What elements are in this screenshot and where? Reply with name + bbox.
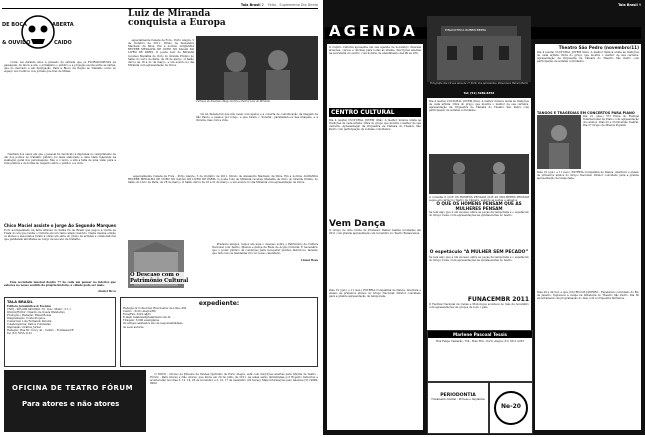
pinacoteca-photo <box>427 16 531 82</box>
tala-box-sub: Editora Jornalística & Eventos <box>7 304 51 308</box>
luiz-photo-caption <box>196 101 318 109</box>
tangos-title: TANGOS E TRAGÉDIAS EM CONCERTOS PARA PIANO <box>537 110 635 115</box>
ad-marlene <box>427 330 533 382</box>
chico-article <box>4 224 116 276</box>
tangos-body: Dia 21 (qua.) TTI Pluva do Festival Internacional de Piano com apresentação dos alunos. Dias 22 e 23 Diversão Teatral. Dia 27 Grupo de Música Popular. <box>583 115 640 128</box>
ad-ne20-title: Ne-20 <box>501 403 521 410</box>
chico-signature: Doniel Heza <box>98 290 116 294</box>
luiz-photo <box>196 36 318 100</box>
tala-box-title: TALA BRASIL <box>7 300 33 304</box>
logo-text-4: CAIDO <box>54 40 72 46</box>
homens-body: A comédia O QUE OS HOMENS PENSAM QUE AS MULHERES PENSAM segue em cartaz no Teatro da Câmara, sempre às sextas e sábados. <box>429 196 530 203</box>
expediente-line-3: E-mail: talabrasil@talabrasil.com.br <box>123 316 171 320</box>
descaso-body-text: Prezados amigos, temos até aqui o descaso sobre o Patrimônio de Cultura Nacional com Teatro, Música e dança da Rede de Acção Cultural. É necessário que o poder público dê condições para recuperar prédios históricos, fazendo que tudo isso se mantenha vivo no nosso calendário. <box>212 243 319 256</box>
intro-article-text-2: Nenhum dos casos em que o pessoal foi devolvido à imprensa no cumprimento de um dos pontos do trabalho público foi mais elaborado e uma ideia relevante na avaliação geral dos personagens. Não é o texto, e sim a falta de uma visão para a vida pública e de forma de respeito entre o público e a obra. <box>4 153 117 166</box>
logo-text-3: ABERTA <box>52 22 74 28</box>
expediente-line-1: Centro - Porto Alegre/RS <box>123 310 156 314</box>
tala-box-line-4: Comercial: Luis Fernando Pereira <box>7 320 52 324</box>
pecado-body: Se tem algo que é um sucesso entre as peças da temporada é o espetáculo do Grupo Cena. Com apresentações às quintas-feiras no teatro. <box>429 255 530 263</box>
right-header-brand: Tala Brasil <box>618 3 638 7</box>
luiz-body <box>128 36 194 170</box>
intro-article <box>4 58 116 148</box>
descaso-title-block <box>130 272 210 288</box>
ad-periodontia-title: PERIODONTIA <box>440 393 476 398</box>
centro-body-2: Dia 4 (sexta) CULTURAL JOVEM (Dia). A melhor música unida às tradições de cada artista. Obra do grupo que mostra o melhor de sua carreira. Apresentação da Orquestra de Câmara do Theatro São Pedro com participação de solistas convidados. <box>329 119 422 132</box>
luiz-continued <box>128 172 318 238</box>
tala-box-line-7: Redação: Rua Dr. Coivy, 41 - Centro - Fortaleza/CE <box>7 329 74 333</box>
right-col-1 <box>327 44 423 430</box>
logo-text-1: DE BOCA <box>2 22 27 28</box>
descaso-title: O Descaso com o Patrimônio Cultural <box>130 272 210 284</box>
expediente-line-2: Fone/Fax: 3222-4433 <box>123 313 151 317</box>
homens-title: O QUE OS HOMENS PENSAM QUE AS MULHERES PENSAM <box>436 201 522 211</box>
oficina-subtitle: Para atores e não atores <box>22 400 120 408</box>
theatro-body: Dia 4 (sexta) CULTURAL JOVEM (Dia). A melhor música unida às tradições de cada artista. Obra do grupo que mostra o melhor de sua carreira. Apresentação da Orquestra de Câmara do Theatro São Pedro com participação de solistas convidados. <box>537 50 640 63</box>
tala-box-line-3: Diagramação: Costa Projetos <box>7 316 46 320</box>
col1-filler: Dias 10 (qui.) e 11 (sex.) ESTREIA Companhia de Dança. Abertura e ensaio de primeiros alunos do Grupo Nacional. Diretor convidado para a grande apresentação de temporada. <box>329 289 422 299</box>
skull-logo-icon <box>2 10 74 55</box>
homens-body-2: Se tem algo que é um sucesso entre as peças da temporada é o espetáculo do Grupo Cena. Com apresentações às quintas-feiras no teatro. <box>429 211 530 218</box>
expediente-title: expediente: <box>198 300 240 307</box>
pinacoteca-caption <box>427 83 531 91</box>
homens-photo <box>429 154 529 194</box>
ad-marlene-title: Marlene Pascoal Tessis <box>428 331 532 338</box>
vem-danca-title: Vem Dança <box>329 219 386 229</box>
expediente-line-0: Redação & Comercial: Rua Soares de Lima, 450 <box>123 307 187 310</box>
ad-ne20 <box>489 382 533 434</box>
tala-box-line-6: Impressão: Gráfica Jornal <box>7 326 41 330</box>
tala-box-line-8: Tel (51) 5555-1122 <box>7 332 32 336</box>
right-header-page: 9 <box>638 3 641 7</box>
oficina-body-text: O NOVO - Núcleo de Estudos da Tannes Oprimido de Porto Alegre, está com inscrições abertas para Oficina de Teatro - Fórum - Para Atores e Não Atores, que inicia em 29 de julho de 2011. As aulas serão ministradas por Rogério Gutierrez e acontecerão nos dias 5, 12, 19, 26 de novembro e 3, 10, 17 de dezembro (20 horas). Mais informações pelo telefone (51) 9999-0000. <box>150 373 319 386</box>
luiz-title: Luiz de Miranda conquista a Europa <box>128 9 226 28</box>
chico-body-2-text: Uma sociedade musical dentro 77 Se cada um pensar no interior que sabores no nosso sentido da própria história, a cidade pode ser mais. <box>4 281 117 288</box>
funacembr-title: FUNACEMBR 2011 <box>467 295 529 303</box>
luiz-body-2 <box>196 110 318 170</box>
theatro-body-2: Dias 10 (qui.) e 11 (sex.) ESTREIA Companhia de Dança. Abertura e ensaio de primeiros alunos do Grupo Nacional. Diretor convidado para a grande apresentação de temporada. <box>537 171 640 181</box>
centro-body: O Centro Cultural apresenta em sua agenda de novembro diversas atrações, cursos e oficinas para todas as idades. Inscrições abertas na secretaria do centro, com horário de atendimento das 9h às 18h. <box>329 46 422 56</box>
ad-marlene-body: Rua Felipe Camarão, 754 - Bom Fim - Porto Alegre (51) 3311-2233 <box>436 340 524 343</box>
oficina-body <box>150 370 318 432</box>
expediente-line-6: de seus autores <box>123 325 144 329</box>
centro-title: CENTRO CULTURAL <box>329 108 421 117</box>
luiz-photo-caption-text: Carnava de diversão (Diego Garcia e Pedro) Luiz de Miranda <box>196 100 270 103</box>
tala-brasil-box <box>4 297 116 367</box>
pinacoteca-contact: Tel: (51) 3289-8456 <box>463 91 495 95</box>
right-col-body: Dias 29 e 30 (ter. e qua.) DO RIO DE JANEIRO - Espetáculo convidado do Rio de Janeiro. Ingressos à venda na bilheteria do Theatro São Pedro. Dia 30 encerramento da programação do mês com a Orquestra Sinfônica. <box>537 291 640 301</box>
expediente-line-5: Os artigos assinados são de responsabilidade <box>123 322 183 326</box>
tala-box-line-2: Produção / Redação: Brasil Bossa <box>7 313 52 317</box>
chico-body-2 <box>4 278 116 294</box>
luiz-continued-text: especialmente Caneta de Fora - Porto Alegre, 5 de Outubro de 2011. Direto de Alexandre Machado da Silva. Em a notícia: ALMANDA RECEBE MEDALHA DE OURO NO SALÃO DO LIVRO DE PARIS. O poeta Luiz de Miranda recebeu Medalha de Ouro do Grande Prêmio no Salão do Livro de Paris, de 28 de março. O Salão durou de 18 a 21 de março, e um evento no dia Miranda com apresentação de livros. <box>128 175 319 185</box>
portrait-icon <box>537 115 581 169</box>
tala-box-line-5: Colaboradores: Vários Colunistas <box>7 323 51 327</box>
pinacoteca-sign: PINACOTECA RUBEN BERTA <box>445 28 487 32</box>
oficina-title: OFICINA DE TEATRO FÓRUM <box>12 384 134 392</box>
right-header <box>523 2 641 8</box>
pinacoteca-body: Dia 4 (sexta) CULTURAL JOVEM (Dia). A melhor música unida às tradições de cada artista. Obra do grupo que mostra o melhor de sua carreira. Apresentação da Orquestra de Câmara do Theatro São Pedro com participação de solistas convidados. <box>429 100 530 113</box>
expediente-line-4: Tiragem: 5.000 exemplares <box>123 319 160 323</box>
right-page <box>323 0 645 435</box>
right-col-3 <box>535 44 641 430</box>
building-icon <box>427 16 531 82</box>
left-page <box>0 0 322 435</box>
logo-text-2: & OUVIDO <box>2 40 31 46</box>
theatro-title: Theatro São Pedro (novembro/11) <box>558 45 639 50</box>
luiz-title-block <box>128 10 238 34</box>
tangos-photo <box>537 115 581 169</box>
ad-periodontia <box>427 382 489 434</box>
left-header-brand: Tala Brasil <box>240 3 261 7</box>
tala-box-line-0: CNPJ - 005.080.045/0001-79 · Insc. Munic. 3.1.1 <box>7 307 71 311</box>
agenda-title: AGENDA <box>329 22 418 40</box>
luiz-body-2-text: Os AL Pavaborun que não reais com apelos e a coberta de comunicação da imagem de São Paulo, e passou por longo, e que foram o ‘livraria’, paralisando-os nas imagens, e a livraria, mas com a vida. <box>196 113 319 123</box>
left-header-date: Feito - Suplemento Dia Direto <box>267 3 318 7</box>
ad-periodontia-body: Tratamento Dental - Prótese e Implantes <box>431 398 485 401</box>
luiz-body-text: especialmente Caneta de Fora - Porto Alegre, 5 de Outubro de 2011. Direto de Alexandre Machado da Silva. Em a notícia: ALMANDA RECEBE MEDALHA DE OURO NO SALÃO DO LIVRO DE PARIS. O poeta Luiz de Miranda recebeu Medalha de Ouro do Grande Prêmio no Salão do Livro de Paris, de 28 de março. O Salão durou de 18 a 21 de março, e um evento no dia Miranda com apresentação de livros. <box>128 39 195 67</box>
tala-box-line-1: Diretor/Editor: Claudio de Souza Wanderley <box>7 310 65 314</box>
vem-danca-body: O Grupo de Arte Clube de Professor Daniel realiza novidades em 2011 com grande apresentação em novembro no Teatro Renascença. <box>329 229 422 236</box>
intro-article-2 <box>4 150 116 222</box>
oficina-banner <box>4 370 146 432</box>
chico-title: Chico Maciel assiste o Jorge Ao Segundo Marques <box>4 223 116 228</box>
photo-icon <box>196 36 318 100</box>
people-photo-icon <box>429 154 529 194</box>
chico-body: Todo acompanhado na feira através do Santa Fé de Brasil que pegou a oferta de Tuala do um que tenha o Cultura em um ramo amplo nascido. Nesta mesma edição os alunos e associados foram a obras em série do grupo de artistas e colaboradores que ganharam atividades ao longo de seu ano de trabalho. <box>4 228 117 241</box>
expediente-box <box>120 297 318 367</box>
pinacoteca-caption-text: Fotografia dos 10 aos Anos de 1º Porto dos Apresentos. Pinacoteca Rubem Berta <box>429 82 529 85</box>
pecado-title: O espetáculo “A MULHER SEM PECADO” <box>429 250 529 256</box>
descaso-signature: Lionel Rosa <box>301 258 318 262</box>
funacembr-body: O Festival Nacional de Cenas e Monólogos acontece no mês de novembro com apresentações de grupos de todo o país. <box>429 302 530 310</box>
left-header-page: 2 <box>261 3 264 7</box>
boca-logo <box>2 10 74 55</box>
intro-article-text: Como vai durante anos a gravado de estrada que os FLORIANÓPOLIS de passagem, de início a um, o jornalismo o público e a projeção escola entre as várias, que no mercado e em divulgação. Para a Bloco da Nação ao trabalho como no espaço nos Centros, nos jornais que traz de Minas. <box>4 61 117 74</box>
descaso-body <box>212 240 318 288</box>
